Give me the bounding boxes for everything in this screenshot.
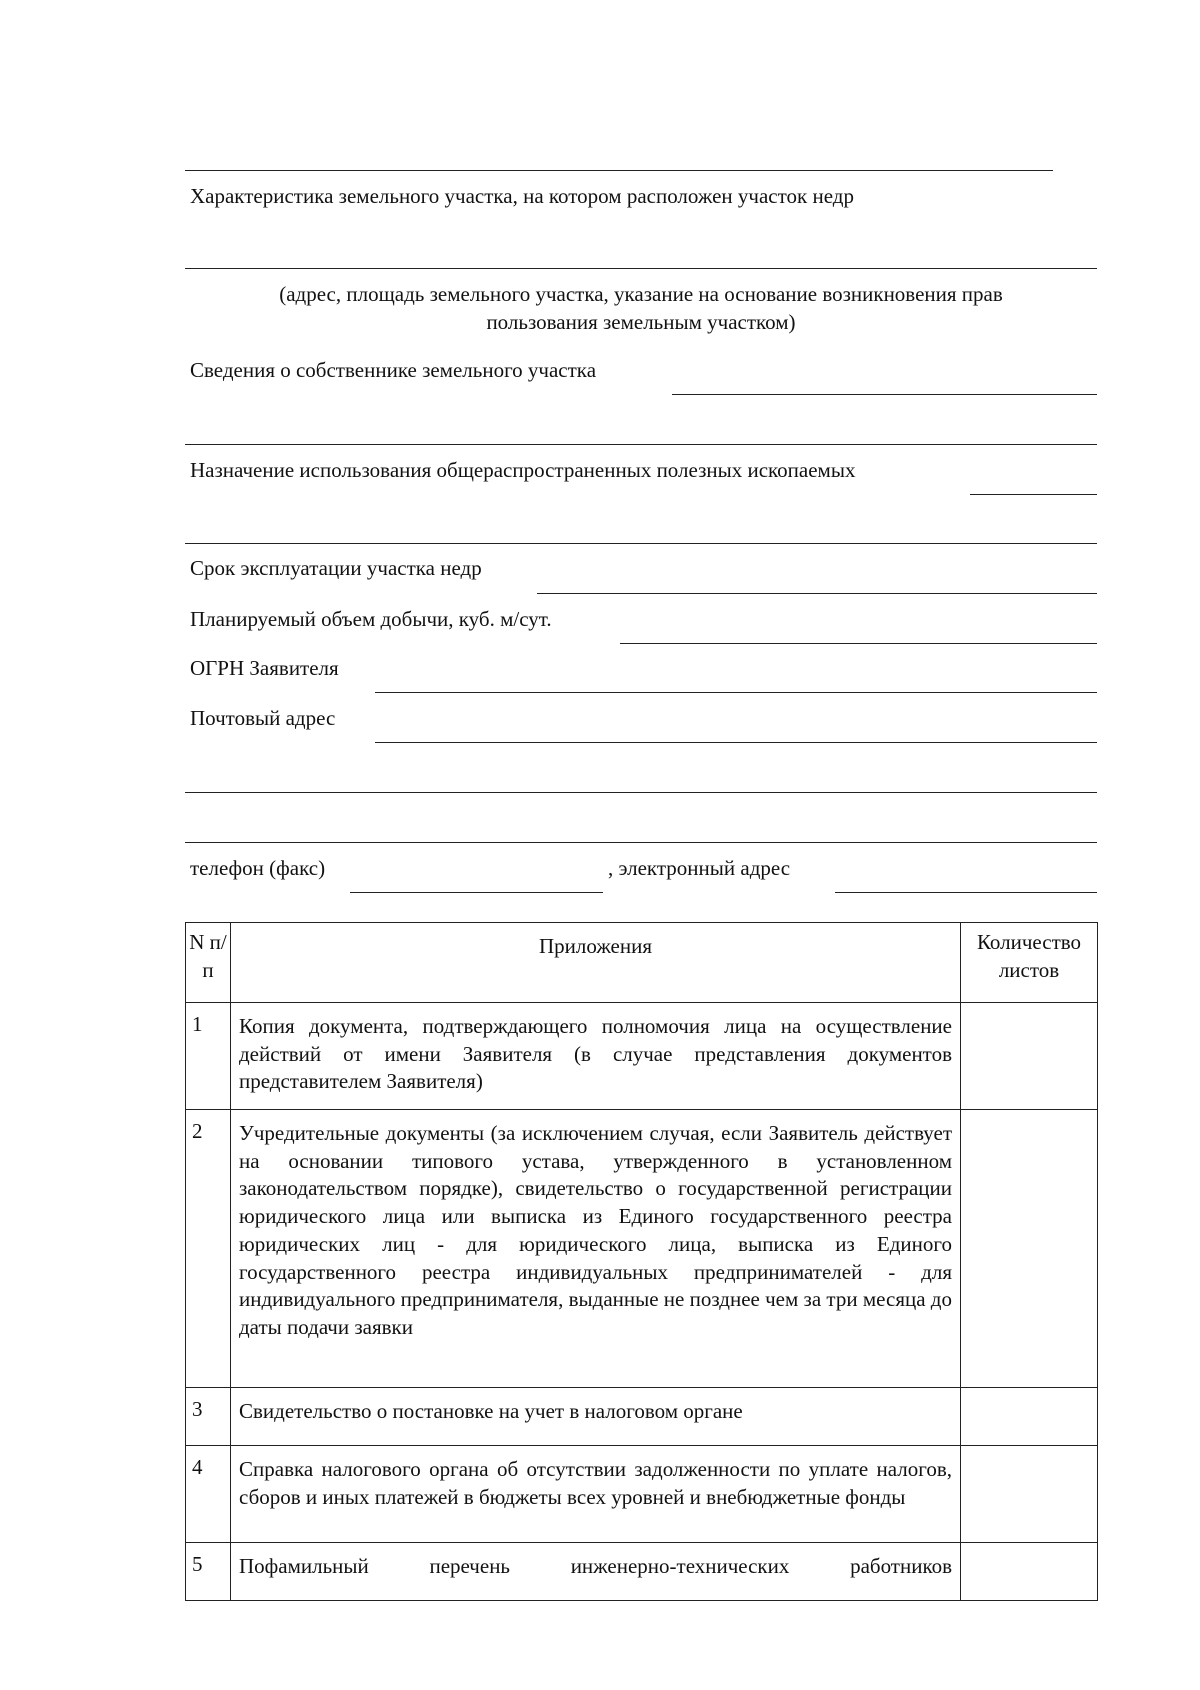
email-label: , электронный адрес xyxy=(608,856,791,880)
row-sheets[interactable] xyxy=(961,1110,1098,1388)
term-field[interactable] xyxy=(537,593,1097,594)
land-characteristic-label: Характеристика земельного участка, на котором расположен участок недр xyxy=(190,184,854,208)
postal-address-field[interactable] xyxy=(375,742,1097,743)
phone-label: телефон (факс) xyxy=(190,856,326,880)
owner-info-label: Сведения о собственнике земельного участка xyxy=(190,358,597,382)
postal-address-field-line3[interactable] xyxy=(185,842,1097,843)
land-characteristic-note-line1: (адрес, площадь земельного участка, указание на основание возникновения прав xyxy=(279,282,1003,306)
row-sheets[interactable] xyxy=(961,1543,1098,1601)
row-num: 3 xyxy=(186,1388,231,1446)
table-row xyxy=(186,1388,1098,1446)
row-sheets[interactable] xyxy=(961,1446,1098,1543)
ogrn-field[interactable] xyxy=(375,692,1097,693)
owner-info-field[interactable] xyxy=(672,394,1097,395)
table-row xyxy=(186,1003,1098,1110)
volume-field[interactable] xyxy=(620,643,1097,644)
ogrn-label: ОГРН Заявителя xyxy=(190,656,339,680)
row-num: 2 xyxy=(186,1110,231,1388)
row-title: Свидетельство о постановке на учет в налоговом органе xyxy=(231,1388,961,1446)
row-sheets[interactable] xyxy=(961,1388,1098,1446)
row-title: Пофамильный перечень инженерно-технических работников xyxy=(231,1543,961,1601)
row-sheets[interactable] xyxy=(961,1003,1098,1110)
owner-info-field-continuation[interactable] xyxy=(185,444,1097,445)
email-field[interactable] xyxy=(835,892,1097,893)
table-row xyxy=(186,1110,1098,1388)
postal-address-field-line2[interactable] xyxy=(185,792,1097,793)
purpose-label: Назначение использования общераспространенных полезных ископаемых xyxy=(190,458,856,482)
row-title: Справка налогового органа об отсутствии задолженности по уплате налогов, сборов и иных платежей в бюджеты всех уровней и внебюджетные фонды xyxy=(231,1446,961,1543)
attachments-table-header xyxy=(186,923,1098,1003)
term-label: Срок эксплуатации участка недр xyxy=(190,556,482,580)
row-num: 4 xyxy=(186,1446,231,1543)
purpose-field[interactable] xyxy=(970,494,1097,495)
purpose-field-continuation[interactable] xyxy=(185,543,1097,544)
table-row xyxy=(186,1446,1098,1543)
volume-label: Планируемый объем добычи, куб. м/сут. xyxy=(190,607,552,631)
land-characteristic-field[interactable] xyxy=(185,268,1097,269)
row-num: 5 xyxy=(186,1543,231,1601)
header-title: Приложения xyxy=(231,923,961,1003)
phone-field[interactable] xyxy=(350,892,603,893)
header-num: N п/п xyxy=(186,923,231,1003)
table-row xyxy=(186,1543,1098,1601)
row-num: 1 xyxy=(186,1003,231,1110)
top-rule xyxy=(185,170,1053,171)
row-title: Учредительные документы (за исключением случая, если Заявитель действует на основании типового устава, утвержденного в установленном законодательством порядке), свидетельство о государственной регистрации юридического лица или выписка из Единого государственного реестра юридических лиц - для юридического лица, выписка из Единого государственного реестра индивидуальных предпринимателей - для индивидуального предпринимателя, выданные не позднее чем за три месяца до даты подачи заявки xyxy=(231,1110,961,1388)
attachments-table xyxy=(185,922,1098,1601)
postal-address-label: Почтовый адрес xyxy=(190,706,336,730)
header-sheets: Количество листов xyxy=(961,923,1098,1003)
row-title: Копия документа, подтверждающего полномочия лица на осуществление действий от имени Заявителя (в случае представления документов представителем Заявителя) xyxy=(231,1003,961,1110)
land-characteristic-note-line2: пользования земельным участком) xyxy=(486,310,796,334)
